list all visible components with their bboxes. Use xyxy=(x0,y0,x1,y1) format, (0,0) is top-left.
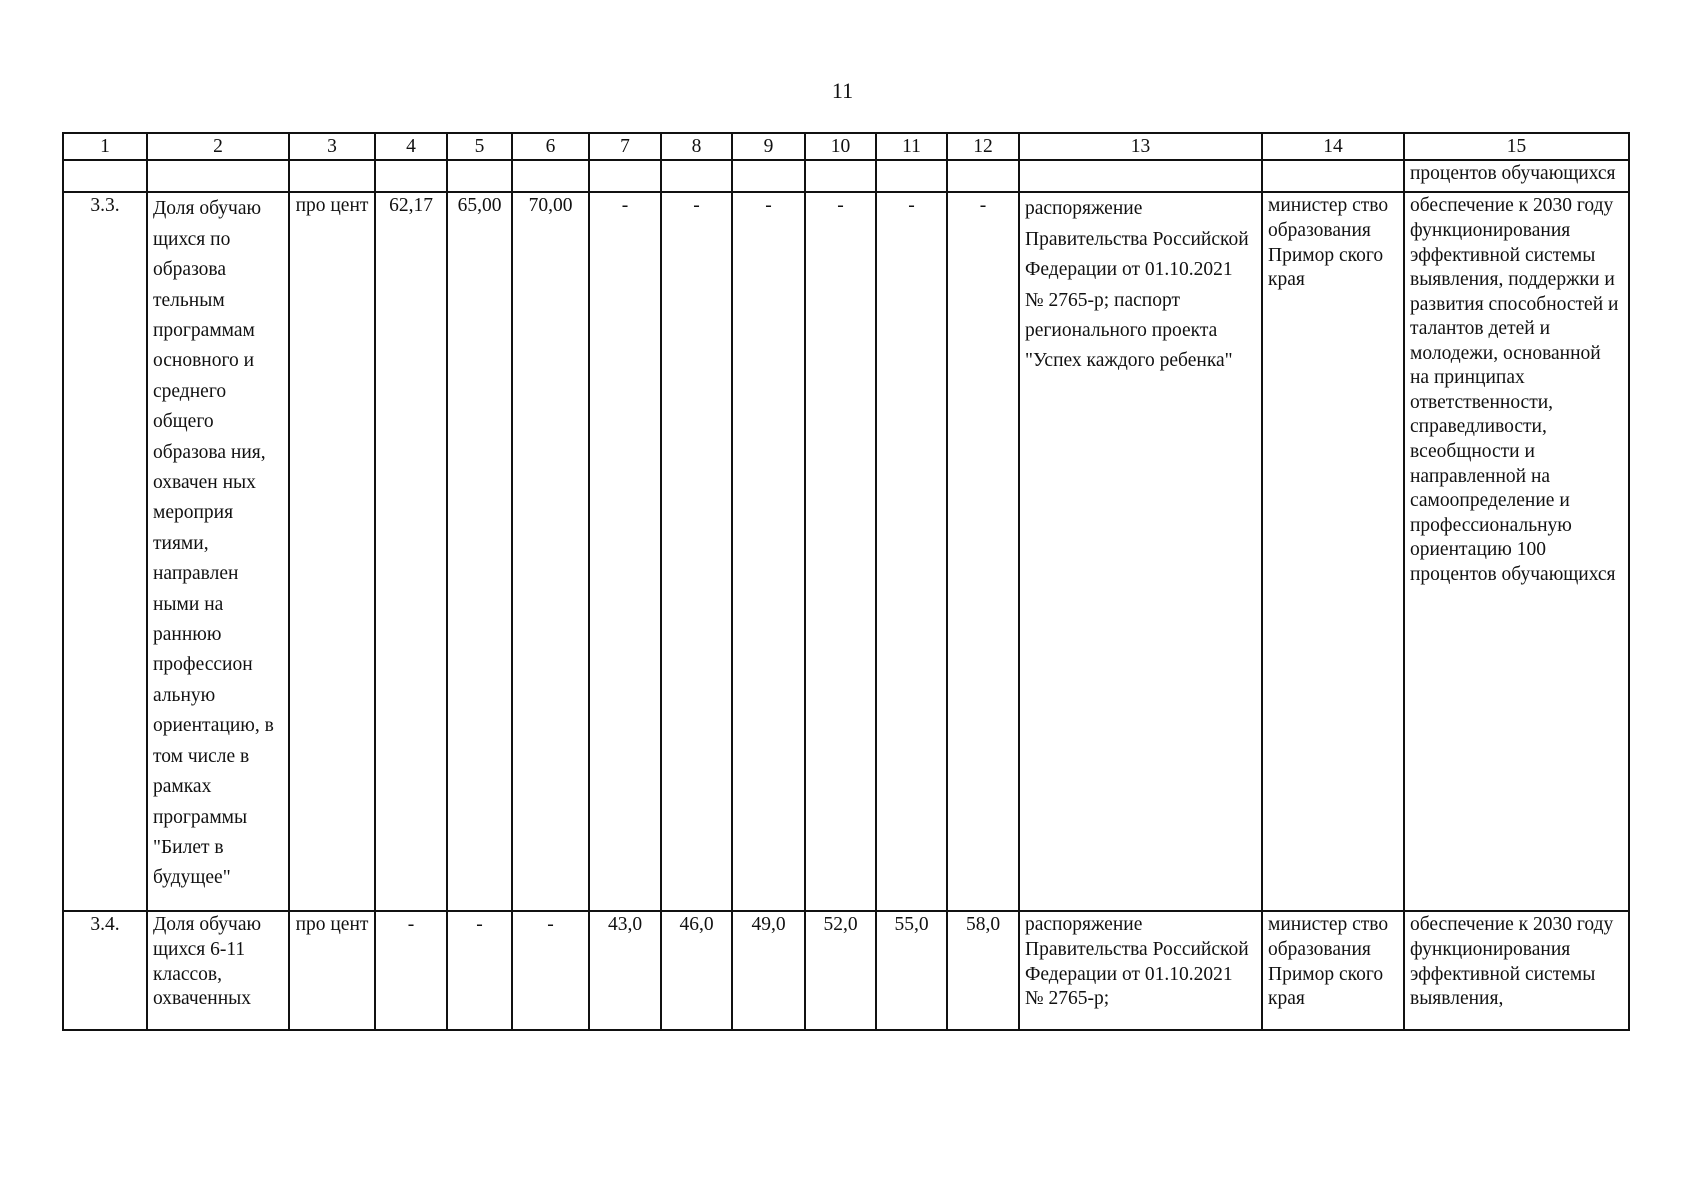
indicator-name: Доля обучаю щихся 6-11 классов, охваченных xyxy=(147,911,289,1030)
empty-cell xyxy=(947,160,1019,192)
empty-cell xyxy=(447,160,512,192)
value-cell: - xyxy=(589,192,661,911)
value-cell: 55,0 xyxy=(876,911,947,1030)
responsible-cell: министер ство образования Примор ского края xyxy=(1262,911,1404,1030)
empty-cell xyxy=(805,160,876,192)
value-cell: - xyxy=(447,911,512,1030)
header-cell: 7 xyxy=(589,133,661,160)
empty-cell xyxy=(289,160,375,192)
header-cell: 11 xyxy=(876,133,947,160)
value-cell: - xyxy=(947,192,1019,911)
empty-cell xyxy=(63,160,147,192)
value-cell: 58,0 xyxy=(947,911,1019,1030)
unit-cell: про цент xyxy=(289,911,375,1030)
header-cell: 6 xyxy=(512,133,589,160)
result-cell: обеспечение к 2030 году функционирования эффективной системы выявления, xyxy=(1404,911,1629,1030)
header-cell: 8 xyxy=(661,133,732,160)
value-cell: 62,17 xyxy=(375,192,447,911)
header-cell: 9 xyxy=(732,133,805,160)
value-cell: - xyxy=(805,192,876,911)
indicators-table xyxy=(62,132,1630,1031)
empty-cell xyxy=(661,160,732,192)
header-cell: 4 xyxy=(375,133,447,160)
indicator-name: Доля обучаю щихся по образова тельным программам основного и среднего общего образова ния, охвачен ных мероприя тиями, направлен ными на раннюю профессион альную ориентацию, в том числе в рамках программы "Билет в будущее" xyxy=(147,192,289,911)
result-cell: обеспечение к 2030 году функционирования эффективной системы выявления, поддержки и развития способностей и талантов детей и молодежи, основанной на принципах ответственности, справедливости, всеобщности и направленной на самоопределение и профессиональную ориентацию 100 процентов обучающихся xyxy=(1404,192,1629,911)
result-cell: процентов обучающихся xyxy=(1404,160,1629,192)
header-cell: 5 xyxy=(447,133,512,160)
header-cell: 15 xyxy=(1404,133,1629,160)
basis-cell: распоряжение Правительства Российской Федерации от 01.10.2021 № 2765-р; паспорт регионального проекта "Успех каждого ребенка" xyxy=(1019,192,1262,911)
value-cell: - xyxy=(876,192,947,911)
table-row xyxy=(63,192,1629,911)
empty-cell xyxy=(147,160,289,192)
value-cell: 49,0 xyxy=(732,911,805,1030)
value-cell: - xyxy=(732,192,805,911)
continuation-row xyxy=(63,160,1629,192)
header-cell: 14 xyxy=(1262,133,1404,160)
header-cell: 12 xyxy=(947,133,1019,160)
empty-cell xyxy=(512,160,589,192)
empty-cell xyxy=(876,160,947,192)
empty-cell xyxy=(1262,160,1404,192)
page-number: 11 xyxy=(831,78,854,103)
header-cell: 13 xyxy=(1019,133,1262,160)
empty-cell xyxy=(1019,160,1262,192)
header-row xyxy=(63,133,1629,160)
empty-cell xyxy=(589,160,661,192)
responsible-cell: министер ство образования Примор ского края xyxy=(1262,192,1404,911)
value-cell: 52,0 xyxy=(805,911,876,1030)
value-cell: 46,0 xyxy=(661,911,732,1030)
header-cell: 1 xyxy=(63,133,147,160)
table-row xyxy=(63,911,1629,1030)
basis-cell: распоряжение Правительства Российской Федерации от 01.10.2021 № 2765-р; xyxy=(1019,911,1262,1030)
row-number: 3.4. xyxy=(63,911,147,1030)
header-cell: 10 xyxy=(805,133,876,160)
header-cell: 3 xyxy=(289,133,375,160)
empty-cell xyxy=(375,160,447,192)
value-cell: 70,00 xyxy=(512,192,589,911)
value-cell: - xyxy=(375,911,447,1030)
value-cell: - xyxy=(512,911,589,1030)
header-cell: 2 xyxy=(147,133,289,160)
row-number: 3.3. xyxy=(63,192,147,911)
value-cell: 43,0 xyxy=(589,911,661,1030)
empty-cell xyxy=(732,160,805,192)
unit-cell: про цент xyxy=(289,192,375,911)
value-cell: 65,00 xyxy=(447,192,512,911)
value-cell: - xyxy=(661,192,732,911)
